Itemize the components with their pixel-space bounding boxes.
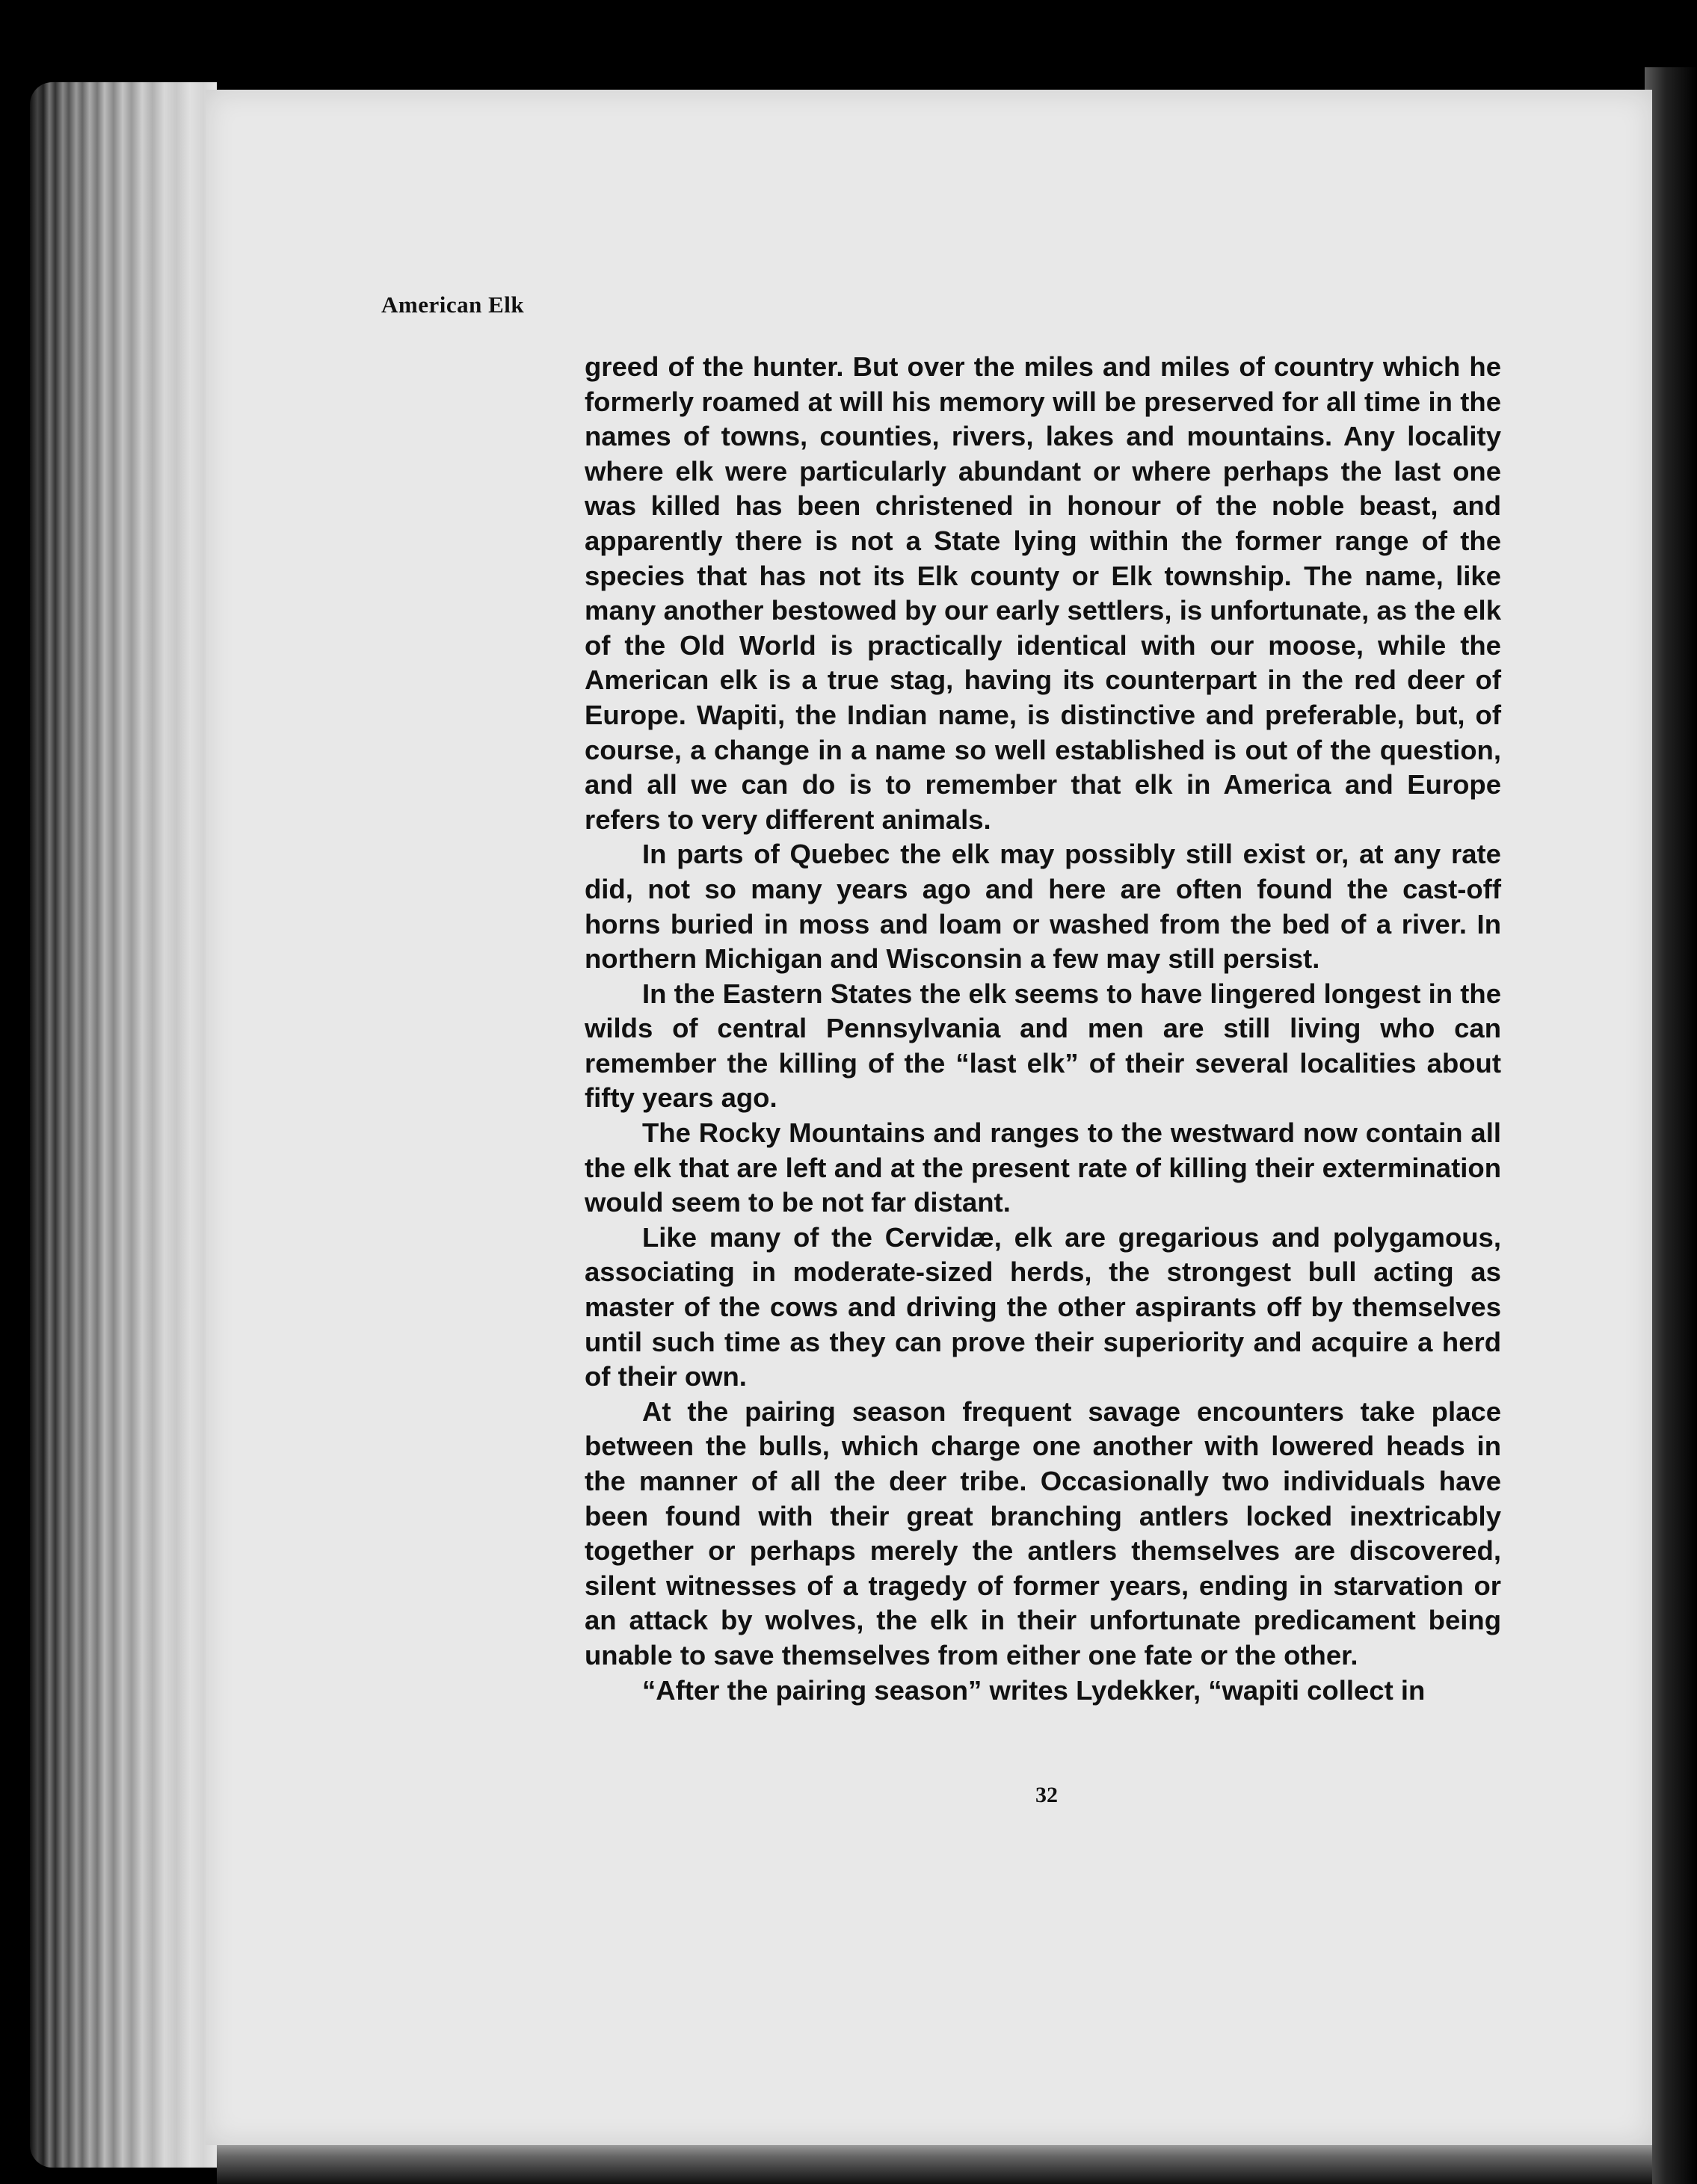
page-number: 32 xyxy=(1035,1783,1058,1807)
book-page-edges xyxy=(30,82,217,2168)
paragraph-1: greed of the hunter. But over the miles and miles of country which he formerly roamed at will his memory will be preserved for all time in the names of towns, counties, rivers, lakes and mountains. Any locality where elk were particularly abundant or where perhaps the last one was killed has been christened in honour of the noble beast, and apparently there is not a State lying within the former range of the species that has not its Elk county or Elk township. The name, like many another bestowed by our early settlers, is unfortunate, as the elk of the Old World is practically identical with our moose, while the American elk is a true stag, having its counterpart in the red deer of Europe. Wapiti, the Indian name, is distinctive and preferable, but, of course, a change in a name so well established is out of the question, and all we can do is to remember that elk in America and Europe refers to very different animals. xyxy=(585,351,1501,835)
paragraph-3: In the Eastern States the elk seems to have lingered longest in the wilds of central Pennsylvania and men are still living who can remember the killing of the “last elk” of their several localities about fifty years ago. xyxy=(585,978,1501,1114)
paragraph-4: The Rocky Mountains and ranges to the westward now contain all the elk that are left and at the present rate of killing their extermination would seem to be not far distant. xyxy=(585,1117,1501,1218)
paragraph-5: Like many of the Cervidæ, elk are gregarious and polygamous, associating in moderate-sized herds, the strongest bull acting as master of the cows and driving the other aspirants off by themselves until such time as they can prove their superiority and acquire a herd of their own. xyxy=(585,1221,1501,1392)
paragraph-7: “After the pairing season” writes Lydekker, “wapiti collect in xyxy=(642,1674,1426,1706)
paragraph-6: At the pairing season frequent savage encounters take place between the bulls, which charge one another with lowered heads in the manner of all the deer tribe. Occasionally two individuals have been found with their great branching antlers locked inextricably together or perhaps merely the antlers themselves are discovered, silent witnesses of a tragedy of former years, ending in starvation or an attack by wolves, the elk in their unfortunate predicament being unable to save themselves from either one fate or the other. xyxy=(585,1395,1501,1671)
body-text xyxy=(585,350,1501,1708)
gutter-shadow xyxy=(1645,67,1697,2184)
running-head: American Elk xyxy=(381,291,525,318)
paragraph-2: In parts of Quebec the elk may possibly still exist or, at any rate did, not so many years ago and here are often found the cast-off horns buried in moss and loam or washed from the bed of a river. In northern Michigan and Wisconsin a few may still persist. xyxy=(585,839,1501,975)
